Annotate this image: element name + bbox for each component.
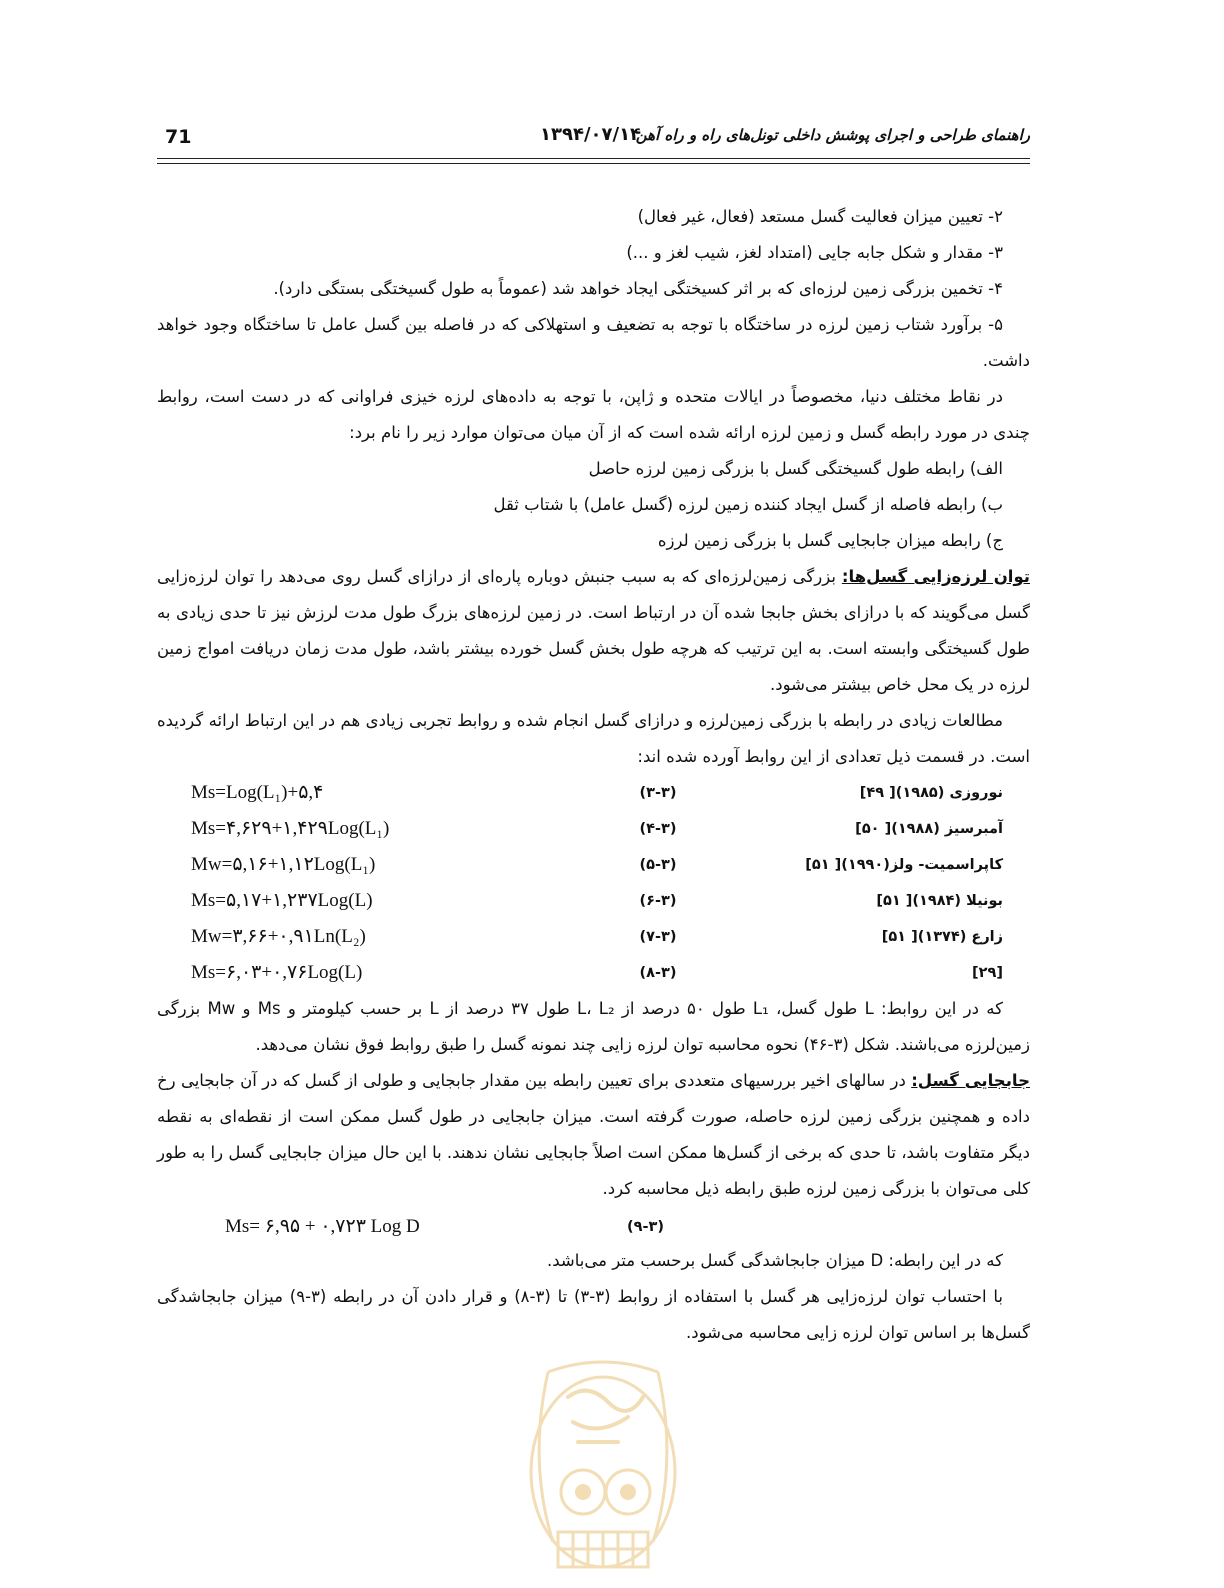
formula-equation: Ms=Log(L₁)+۵,۴: [191, 782, 324, 803]
studies-paragraph: مطالعات زیادی در رابطه با بزرگی زمین‌لرزه و درازای گسل انجام شده و روابط تجربی زیادی هم در این ارتباط ارائه گردیده است. در قسمت ذیل تعدادی از این روابط آورده شده اند:: [157, 711, 1030, 766]
formula-number: (۸-۳): [639, 965, 677, 981]
formula-source: [۲۹]: [972, 965, 1003, 981]
potential-text: بزرگی زمین‌لرزه‌ای که به سبب جنبش دوباره پاره‌ای از درازای گسل روی می‌دهد را توان لرزه‌زایی گسل می‌گویند که با درازای بخش جابجا شده آن در ارتباط است. در زمین لرزه‌های بزرگ طول مدت لرزش نیز تا حدی زیادی به طول گسیختگی وابسته است. به این ترتیب که هرچه طول بخش گسل خورده بیشتر باشد، طول مدت زمان دریافت امواج زمین لرزه در یک محل خاص بیشتر می‌شود.: [157, 567, 1030, 694]
intro-paragraph: در نقاط مختلف دنیا، مخصوصاً در ایالات متحده و ژاپن، با توجه به داده‌های لرزه خیزی فراوانی که در دست است، روابط چندی در مورد رابطه گسل و زمین لرزه ارائه شده است که از آن میان می‌توان موارد زیر را نام برد:: [157, 387, 1030, 442]
relations-note: که در این روابط: L طول گسل، L₁ طول ۵۰ درصد از L، L₂ طول ۳۷ درصد از L بر حسب کیلومتر و Ms و Mw بزرگی زمین‌لرزه می‌باشند. شکل (۳-۴۶) نحوه محاسبه توان لرزه زایی چند نمونه گسل را طبق روابط فوق نشان می‌دهد.: [157, 999, 1030, 1054]
list-item-2: ۲- تعیین میزان فعالیت گسل مستعد (فعال، غیر فعال): [637, 207, 1003, 226]
formula-source: زارع (۱۳۷۴)[ ۵۱]: [881, 929, 1003, 945]
formula-equation: Ms=۴,۶۲۹+۱,۴۲۹Log(L₁): [191, 818, 390, 839]
formula-number: (۴-۳): [639, 821, 677, 837]
formula-row: [191, 811, 1003, 847]
relation-item-c: ج) رابطه میزان جابجایی گسل با بزرگی زمین لرزه: [657, 531, 1003, 550]
relation-item-b: ب) رابطه فاصله از گسل ایجاد کننده زمین لرزه (گسل عامل) با شتاب ثقل: [493, 495, 1003, 514]
potential-heading: توان لرزه‌زایی گسل‌ها:: [841, 567, 1030, 586]
formula-row: [191, 775, 1003, 811]
displacement-paragraph: [157, 1063, 1030, 1207]
watermark-seal-icon: [488, 1342, 718, 1584]
formula-source: نوروزی (۱۹۸۵)[ ۴۹]: [859, 785, 1003, 801]
formula-number: (۷-۳): [639, 929, 677, 945]
displacement-text: در سالهای اخیر بررسیهای متعددی برای تعیین رابطه بین مقدار جابجایی و طولی از گسل که در آن جابجایی رخ داده و همچنین بزرگی زمین لرزه حاصله، صورت گرفته است. میزان جابجایی در طول گسل ممکن است از نقطه‌ای به نقطه دیگر متفاوت باشد، تا حدی که برخی از گسل‌ها ممکن است اصلاً جابجایی نشان ندهند. با این حال میزان جابجایی گسل را به طور کلی می‌توان با بزرگی زمین لرزه طبق رابطه ذیل محاسبه کرد.: [157, 1071, 1030, 1198]
formula-row: [191, 919, 1003, 955]
equation-9: Ms= ۶,۹۵ + ۰,۷۲۳ Log D: [225, 1216, 420, 1237]
page-number: 71: [165, 126, 192, 148]
equation-9-number: (۹-۳): [627, 1219, 664, 1235]
displacement-heading: جابجایی گسل:: [911, 1071, 1030, 1090]
formula-equation: Ms=۶,۰۳+۰,۷۶Log(L): [191, 962, 363, 983]
d-note: که در این رابطه: D میزان جابجاشدگی گسل برحسب متر می‌باشد.: [547, 1251, 1003, 1270]
document-date: ۱۳۹۴/۰۷/۱۴: [540, 124, 642, 145]
header-rule-thick: [157, 158, 1030, 159]
formula-source: آمبرسیز (۱۹۸۸)[ ۵۰]: [855, 821, 1003, 837]
relation-item-a: الف) رابطه طول گسیختگی گسل با بزرگی زمین لرزه حاصل: [588, 459, 1003, 478]
formula-row: [191, 883, 1003, 919]
header-rule-thin: [157, 163, 1030, 164]
formula-equation: Ms=۵,۱۷+۱,۲۳۷Log(L): [191, 890, 373, 911]
list-item-3: ۳- مقدار و شکل جابه جایی (امتداد لغز، شیب لغز و ...): [626, 243, 1003, 262]
potential-paragraph: [157, 559, 1030, 703]
page-body: [157, 199, 1030, 1351]
list-item-5: ۵- برآورد شتاب زمین لرزه در ساختگاه با توجه به تضعیف و استهلاکی که در فاصله بین گسل عامل تا ساختگاه وجود خواهد داشت.: [157, 315, 1030, 370]
formula-equation: Mw=۵,۱۶+۱,۱۲Log(L₁): [191, 854, 376, 875]
formula-row: [191, 847, 1003, 883]
formula-number: (۳-۳): [639, 785, 677, 801]
list-item-4: ۴- تخمین بزرگی زمین لرزه‌ای که بر اثر کسیختگی ایجاد خواهد شد (عموماً به طول گسیختگی بستگی دارد).: [273, 279, 1003, 298]
final-paragraph: با احتساب توان لرزه‌زایی هر گسل با استفاده از روابط (۳-۳) تا (۳-۸) و قرار دادن آن در رابطه (۳-۹) میزان جابجاشدگی گسل‌ها بر اساس توان لرزه زایی محاسبه می‌شود.: [157, 1287, 1030, 1342]
page-header: [157, 118, 1030, 154]
formula-number: (۵-۳): [639, 857, 677, 873]
formula-equation: Mw=۳,۶۶+۰,۹۱Ln(L₂): [191, 926, 366, 947]
document-title: راهنمای طراحی و اجرای پوشش داخلی تونل‌های راه و راه آهن: [635, 126, 1030, 144]
formula-source: کاپراسمیت- ولز(۱۹۹۰)[ ۵۱]: [805, 857, 1003, 873]
formula-number: (۶-۳): [639, 893, 677, 909]
watermark-logo: [488, 1342, 718, 1584]
formula-source: بونیلا (۱۹۸۴)[ ۵۱]: [876, 893, 1003, 909]
equation-9-line: [157, 1207, 1030, 1243]
formula-row: [191, 955, 1003, 991]
formula-table: [191, 775, 1003, 991]
